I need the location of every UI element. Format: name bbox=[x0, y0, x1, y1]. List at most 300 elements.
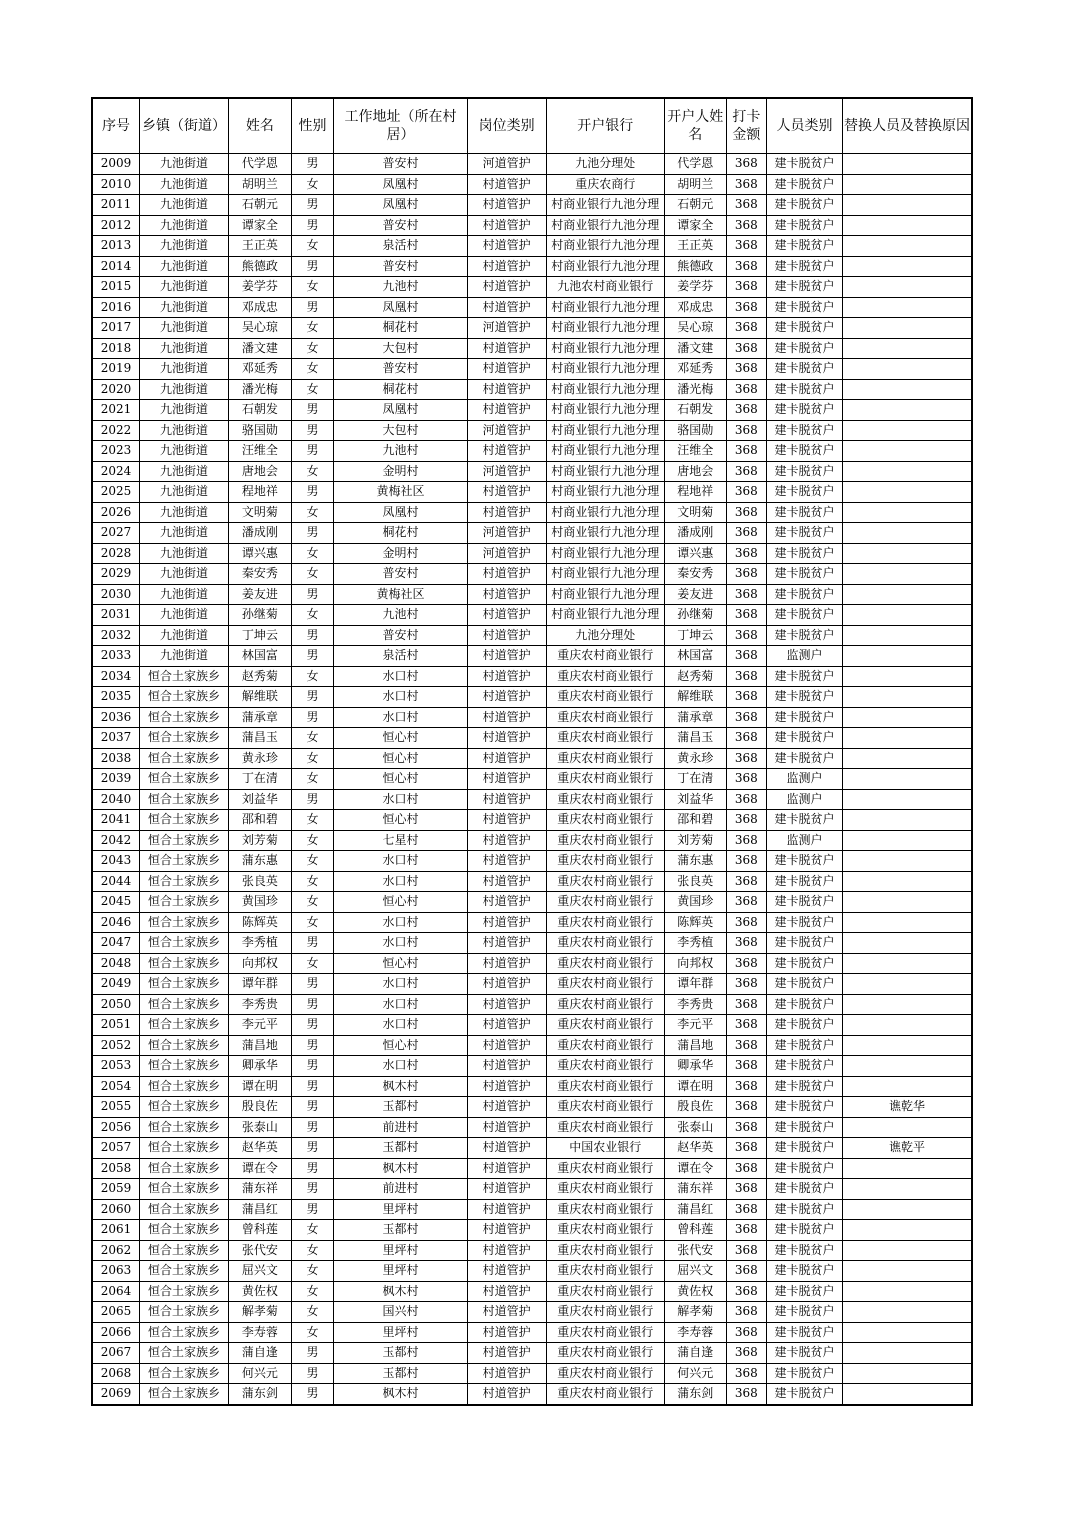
cell-name: 黄佐权 bbox=[229, 1281, 292, 1302]
cell-name: 胡明兰 bbox=[229, 174, 292, 195]
cell-account-holder: 文明菊 bbox=[664, 502, 726, 523]
cell-gender: 女 bbox=[291, 871, 333, 892]
table-row bbox=[92, 892, 972, 913]
cell-amount: 368 bbox=[726, 523, 766, 544]
cell-replacement bbox=[842, 1199, 972, 1220]
cell-bank: 村商业银行九池分理 bbox=[546, 338, 664, 359]
cell-account-holder: 刘益华 bbox=[664, 789, 726, 810]
cell-post-type: 村道管护 bbox=[467, 195, 546, 216]
cell-township: 九池街道 bbox=[140, 400, 229, 421]
cell-name: 谭年群 bbox=[229, 974, 292, 995]
cell-replacement bbox=[842, 1076, 972, 1097]
cell-amount: 368 bbox=[726, 1220, 766, 1241]
cell-post-type: 村道管护 bbox=[467, 605, 546, 626]
cell-bank: 村商业银行九池分理 bbox=[546, 564, 664, 585]
cell-bank: 重庆农村商业银行 bbox=[546, 933, 664, 954]
cell-index: 2066 bbox=[92, 1322, 140, 1343]
cell-index: 2056 bbox=[92, 1117, 140, 1138]
cell-account-holder: 骆国勋 bbox=[664, 420, 726, 441]
cell-gender: 男 bbox=[291, 933, 333, 954]
cell-index: 2045 bbox=[92, 892, 140, 913]
cell-work-address: 普安村 bbox=[334, 564, 468, 585]
cell-replacement bbox=[842, 1015, 972, 1036]
cell-replacement bbox=[842, 297, 972, 318]
cell-index: 2012 bbox=[92, 215, 140, 236]
cell-person-category: 建卡脱贫户 bbox=[767, 1035, 843, 1056]
cell-account-holder: 赵华英 bbox=[664, 1138, 726, 1159]
cell-gender: 男 bbox=[291, 1076, 333, 1097]
cell-index: 2054 bbox=[92, 1076, 140, 1097]
cell-township: 恒合土家族乡 bbox=[140, 830, 229, 851]
cell-work-address: 玉都村 bbox=[334, 1138, 468, 1159]
cell-account-holder: 邓延秀 bbox=[664, 359, 726, 380]
cell-index: 2051 bbox=[92, 1015, 140, 1036]
cell-name: 解维联 bbox=[229, 687, 292, 708]
cell-gender: 男 bbox=[291, 994, 333, 1015]
cell-gender: 女 bbox=[291, 461, 333, 482]
cell-bank: 重庆农村商业银行 bbox=[546, 1322, 664, 1343]
table-row bbox=[92, 1363, 972, 1384]
cell-amount: 368 bbox=[726, 1240, 766, 1261]
cell-work-address: 普安村 bbox=[334, 256, 468, 277]
cell-work-address: 桐花村 bbox=[334, 523, 468, 544]
table-row bbox=[92, 1261, 972, 1282]
cell-replacement bbox=[842, 564, 972, 585]
cell-account-holder: 谭在令 bbox=[664, 1158, 726, 1179]
table-row bbox=[92, 707, 972, 728]
cell-township: 恒合土家族乡 bbox=[140, 810, 229, 831]
cell-index: 2022 bbox=[92, 420, 140, 441]
cell-bank: 村商业银行九池分理 bbox=[546, 256, 664, 277]
cell-person-category: 建卡脱贫户 bbox=[767, 1384, 843, 1405]
cell-work-address: 凤凰村 bbox=[334, 400, 468, 421]
cell-index: 2014 bbox=[92, 256, 140, 277]
cell-bank: 村商业银行九池分理 bbox=[546, 215, 664, 236]
cell-amount: 368 bbox=[726, 461, 766, 482]
cell-post-type: 村道管护 bbox=[467, 1302, 546, 1323]
cell-post-type: 村道管护 bbox=[467, 1322, 546, 1343]
cell-person-category: 建卡脱贫户 bbox=[767, 666, 843, 687]
cell-post-type: 村道管护 bbox=[467, 748, 546, 769]
cell-post-type: 村道管护 bbox=[467, 953, 546, 974]
cell-amount: 368 bbox=[726, 1179, 766, 1200]
table-row bbox=[92, 297, 972, 318]
cell-work-address: 玉都村 bbox=[334, 1097, 468, 1118]
cell-gender: 男 bbox=[291, 707, 333, 728]
cell-name: 秦安秀 bbox=[229, 564, 292, 585]
cell-name: 蒲承章 bbox=[229, 707, 292, 728]
cell-work-address: 普安村 bbox=[334, 359, 468, 380]
cell-amount: 368 bbox=[726, 1056, 766, 1077]
cell-name: 李寿蓉 bbox=[229, 1322, 292, 1343]
cell-township: 九池街道 bbox=[140, 236, 229, 257]
cell-post-type: 村道管护 bbox=[467, 871, 546, 892]
cell-work-address: 水口村 bbox=[334, 933, 468, 954]
cell-account-holder: 丁坤云 bbox=[664, 625, 726, 646]
cell-name: 谭在明 bbox=[229, 1076, 292, 1097]
cell-index: 2035 bbox=[92, 687, 140, 708]
cell-person-category: 建卡脱贫户 bbox=[767, 1240, 843, 1261]
cell-work-address: 金明村 bbox=[334, 543, 468, 564]
cell-gender: 女 bbox=[291, 174, 333, 195]
cell-amount: 368 bbox=[726, 256, 766, 277]
cell-amount: 368 bbox=[726, 1035, 766, 1056]
cell-work-address: 凤凰村 bbox=[334, 297, 468, 318]
cell-person-category: 监测户 bbox=[767, 769, 843, 790]
cell-gender: 女 bbox=[291, 892, 333, 913]
cell-name: 殷良佐 bbox=[229, 1097, 292, 1118]
cell-index: 2067 bbox=[92, 1343, 140, 1364]
cell-account-holder: 曾科莲 bbox=[664, 1220, 726, 1241]
cell-account-holder: 刘芳菊 bbox=[664, 830, 726, 851]
table-row bbox=[92, 933, 972, 954]
cell-gender: 女 bbox=[291, 564, 333, 585]
cell-township: 九池街道 bbox=[140, 256, 229, 277]
table-row bbox=[92, 810, 972, 831]
table-row bbox=[92, 277, 972, 298]
cell-township: 九池街道 bbox=[140, 338, 229, 359]
cell-township: 恒合土家族乡 bbox=[140, 1240, 229, 1261]
cell-replacement bbox=[842, 400, 972, 421]
table-row bbox=[92, 769, 972, 790]
roster-table bbox=[91, 97, 973, 1406]
cell-work-address: 恒心村 bbox=[334, 1035, 468, 1056]
cell-replacement bbox=[842, 174, 972, 195]
cell-bank: 重庆农村商业银行 bbox=[546, 871, 664, 892]
cell-bank: 重庆农村商业银行 bbox=[546, 707, 664, 728]
cell-amount: 368 bbox=[726, 605, 766, 626]
cell-township: 九池街道 bbox=[140, 646, 229, 667]
cell-township: 九池街道 bbox=[140, 605, 229, 626]
cell-post-type: 村道管护 bbox=[467, 851, 546, 872]
cell-work-address: 枫木村 bbox=[334, 1384, 468, 1405]
cell-index: 2041 bbox=[92, 810, 140, 831]
cell-bank: 重庆农村商业银行 bbox=[546, 1220, 664, 1241]
cell-replacement bbox=[842, 502, 972, 523]
cell-post-type: 村道管护 bbox=[467, 1220, 546, 1241]
cell-gender: 男 bbox=[291, 1343, 333, 1364]
cell-township: 九池街道 bbox=[140, 154, 229, 175]
cell-amount: 368 bbox=[726, 1343, 766, 1364]
cell-gender: 女 bbox=[291, 318, 333, 339]
cell-index: 2039 bbox=[92, 769, 140, 790]
cell-replacement bbox=[842, 482, 972, 503]
table-row bbox=[92, 1138, 972, 1159]
table-row bbox=[92, 1343, 972, 1364]
header-index: 序号 bbox=[92, 98, 140, 154]
cell-post-type: 村道管护 bbox=[467, 994, 546, 1015]
table-row bbox=[92, 748, 972, 769]
cell-gender: 男 bbox=[291, 1015, 333, 1036]
cell-gender: 男 bbox=[291, 789, 333, 810]
cell-replacement bbox=[842, 1302, 972, 1323]
cell-name: 姜学芬 bbox=[229, 277, 292, 298]
cell-amount: 368 bbox=[726, 400, 766, 421]
cell-replacement bbox=[842, 769, 972, 790]
cell-person-category: 建卡脱贫户 bbox=[767, 687, 843, 708]
cell-township: 九池街道 bbox=[140, 543, 229, 564]
cell-person-category: 建卡脱贫户 bbox=[767, 441, 843, 462]
cell-gender: 男 bbox=[291, 646, 333, 667]
cell-account-holder: 卿承华 bbox=[664, 1056, 726, 1077]
cell-gender: 男 bbox=[291, 584, 333, 605]
cell-account-holder: 丁在清 bbox=[664, 769, 726, 790]
cell-bank: 重庆农村商业银行 bbox=[546, 974, 664, 995]
cell-amount: 368 bbox=[726, 420, 766, 441]
cell-index: 2024 bbox=[92, 461, 140, 482]
table-row bbox=[92, 461, 972, 482]
cell-account-holder: 屈兴文 bbox=[664, 1261, 726, 1282]
table-row bbox=[92, 400, 972, 421]
cell-account-holder: 石朝元 bbox=[664, 195, 726, 216]
cell-bank: 重庆农村商业银行 bbox=[546, 1363, 664, 1384]
cell-bank: 重庆农村商业银行 bbox=[546, 1076, 664, 1097]
cell-replacement bbox=[842, 1179, 972, 1200]
table-row bbox=[92, 215, 972, 236]
cell-person-category: 建卡脱贫户 bbox=[767, 1343, 843, 1364]
cell-person-category: 建卡脱贫户 bbox=[767, 277, 843, 298]
cell-person-category: 建卡脱贫户 bbox=[767, 461, 843, 482]
cell-name: 谭家全 bbox=[229, 215, 292, 236]
table-row bbox=[92, 1302, 972, 1323]
cell-work-address: 水口村 bbox=[334, 707, 468, 728]
cell-work-address: 大包村 bbox=[334, 420, 468, 441]
cell-bank: 村商业银行九池分理 bbox=[546, 523, 664, 544]
cell-work-address: 凤凰村 bbox=[334, 195, 468, 216]
cell-index: 2059 bbox=[92, 1179, 140, 1200]
cell-post-type: 村道管护 bbox=[467, 687, 546, 708]
cell-bank: 村商业银行九池分理 bbox=[546, 543, 664, 564]
cell-township: 恒合土家族乡 bbox=[140, 769, 229, 790]
cell-index: 2026 bbox=[92, 502, 140, 523]
cell-post-type: 村道管护 bbox=[467, 646, 546, 667]
table-row bbox=[92, 502, 972, 523]
cell-name: 林国富 bbox=[229, 646, 292, 667]
cell-account-holder: 赵秀菊 bbox=[664, 666, 726, 687]
cell-person-category: 建卡脱贫户 bbox=[767, 1363, 843, 1384]
cell-index: 2021 bbox=[92, 400, 140, 421]
cell-index: 2038 bbox=[92, 748, 140, 769]
cell-account-holder: 向邦权 bbox=[664, 953, 726, 974]
cell-index: 2053 bbox=[92, 1056, 140, 1077]
cell-replacement bbox=[842, 379, 972, 400]
cell-post-type: 河道管护 bbox=[467, 154, 546, 175]
cell-post-type: 河道管护 bbox=[467, 318, 546, 339]
cell-index: 2017 bbox=[92, 318, 140, 339]
cell-post-type: 村道管护 bbox=[467, 769, 546, 790]
cell-name: 吴心琼 bbox=[229, 318, 292, 339]
cell-post-type: 村道管护 bbox=[467, 1117, 546, 1138]
cell-gender: 男 bbox=[291, 687, 333, 708]
cell-work-address: 水口村 bbox=[334, 871, 468, 892]
cell-gender: 女 bbox=[291, 830, 333, 851]
cell-township: 恒合土家族乡 bbox=[140, 666, 229, 687]
cell-post-type: 村道管护 bbox=[467, 1158, 546, 1179]
cell-bank: 重庆农村商业银行 bbox=[546, 994, 664, 1015]
cell-account-holder: 蒲东剑 bbox=[664, 1384, 726, 1405]
cell-post-type: 村道管护 bbox=[467, 1343, 546, 1364]
cell-gender: 女 bbox=[291, 236, 333, 257]
cell-work-address: 水口村 bbox=[334, 1015, 468, 1036]
cell-replacement bbox=[842, 523, 972, 544]
cell-township: 恒合土家族乡 bbox=[140, 1261, 229, 1282]
cell-name: 张泰山 bbox=[229, 1117, 292, 1138]
cell-account-holder: 潘文建 bbox=[664, 338, 726, 359]
cell-township: 九池街道 bbox=[140, 625, 229, 646]
cell-name: 潘文建 bbox=[229, 338, 292, 359]
cell-name: 屈兴文 bbox=[229, 1261, 292, 1282]
cell-work-address: 水口村 bbox=[334, 851, 468, 872]
cell-name: 何兴元 bbox=[229, 1363, 292, 1384]
header-replacement: 替换人员及替换原因 bbox=[842, 98, 972, 154]
cell-township: 恒合土家族乡 bbox=[140, 1343, 229, 1364]
cell-index: 2032 bbox=[92, 625, 140, 646]
cell-index: 2049 bbox=[92, 974, 140, 995]
cell-replacement: 谯乾平 bbox=[842, 1138, 972, 1159]
cell-name: 蒲昌红 bbox=[229, 1199, 292, 1220]
cell-township: 九池街道 bbox=[140, 441, 229, 462]
cell-amount: 368 bbox=[726, 338, 766, 359]
cell-post-type: 村道管护 bbox=[467, 441, 546, 462]
cell-account-holder: 吴心琼 bbox=[664, 318, 726, 339]
cell-index: 2065 bbox=[92, 1302, 140, 1323]
cell-gender: 男 bbox=[291, 297, 333, 318]
cell-person-category: 建卡脱贫户 bbox=[767, 1158, 843, 1179]
header-township: 乡镇（街道） bbox=[140, 98, 229, 154]
cell-township: 恒合土家族乡 bbox=[140, 1179, 229, 1200]
cell-person-category: 建卡脱贫户 bbox=[767, 482, 843, 503]
cell-amount: 368 bbox=[726, 543, 766, 564]
cell-replacement bbox=[842, 195, 972, 216]
cell-gender: 女 bbox=[291, 1261, 333, 1282]
cell-replacement bbox=[842, 728, 972, 749]
cell-replacement bbox=[842, 830, 972, 851]
cell-name: 陈辉英 bbox=[229, 912, 292, 933]
cell-bank: 村商业银行九池分理 bbox=[546, 359, 664, 380]
cell-post-type: 村道管护 bbox=[467, 1015, 546, 1036]
cell-replacement bbox=[842, 584, 972, 605]
cell-township: 九池街道 bbox=[140, 523, 229, 544]
cell-account-holder: 蒲东祥 bbox=[664, 1179, 726, 1200]
cell-amount: 368 bbox=[726, 1384, 766, 1405]
cell-account-holder: 蒲承章 bbox=[664, 707, 726, 728]
cell-post-type: 村道管护 bbox=[467, 359, 546, 380]
cell-work-address: 大包村 bbox=[334, 338, 468, 359]
cell-account-holder: 张良英 bbox=[664, 871, 726, 892]
cell-replacement bbox=[842, 1158, 972, 1179]
cell-bank: 村商业银行九池分理 bbox=[546, 441, 664, 462]
cell-amount: 368 bbox=[726, 871, 766, 892]
cell-post-type: 村道管护 bbox=[467, 830, 546, 851]
cell-index: 2068 bbox=[92, 1363, 140, 1384]
cell-name: 黄国珍 bbox=[229, 892, 292, 913]
cell-township: 九池街道 bbox=[140, 318, 229, 339]
cell-bank: 九池分理处 bbox=[546, 625, 664, 646]
cell-township: 恒合土家族乡 bbox=[140, 912, 229, 933]
cell-amount: 368 bbox=[726, 789, 766, 810]
cell-replacement bbox=[842, 1363, 972, 1384]
cell-gender: 男 bbox=[291, 1363, 333, 1384]
cell-replacement bbox=[842, 851, 972, 872]
cell-replacement bbox=[842, 1220, 972, 1241]
cell-bank: 重庆农村商业银行 bbox=[546, 789, 664, 810]
cell-person-category: 建卡脱贫户 bbox=[767, 1199, 843, 1220]
cell-replacement bbox=[842, 1035, 972, 1056]
cell-replacement bbox=[842, 994, 972, 1015]
cell-work-address: 里坪村 bbox=[334, 1261, 468, 1282]
cell-name: 丁在清 bbox=[229, 769, 292, 790]
cell-amount: 368 bbox=[726, 707, 766, 728]
cell-gender: 女 bbox=[291, 1302, 333, 1323]
cell-person-category: 建卡脱贫户 bbox=[767, 707, 843, 728]
table-row bbox=[92, 687, 972, 708]
cell-township: 九池街道 bbox=[140, 461, 229, 482]
cell-work-address: 泉活村 bbox=[334, 236, 468, 257]
cell-person-category: 建卡脱贫户 bbox=[767, 1138, 843, 1159]
table-row bbox=[92, 338, 972, 359]
cell-township: 恒合土家族乡 bbox=[140, 1363, 229, 1384]
cell-name: 程地祥 bbox=[229, 482, 292, 503]
cell-gender: 女 bbox=[291, 277, 333, 298]
table-row bbox=[92, 1384, 972, 1405]
cell-township: 九池街道 bbox=[140, 174, 229, 195]
cell-township: 九池街道 bbox=[140, 195, 229, 216]
cell-person-category: 建卡脱贫户 bbox=[767, 605, 843, 626]
cell-gender: 男 bbox=[291, 1097, 333, 1118]
cell-post-type: 村道管护 bbox=[467, 1199, 546, 1220]
cell-amount: 368 bbox=[726, 1076, 766, 1097]
cell-amount: 368 bbox=[726, 584, 766, 605]
cell-post-type: 村道管护 bbox=[467, 1076, 546, 1097]
table-row bbox=[92, 871, 972, 892]
cell-gender: 男 bbox=[291, 523, 333, 544]
cell-index: 2047 bbox=[92, 933, 140, 954]
cell-amount: 368 bbox=[726, 810, 766, 831]
cell-account-holder: 王正英 bbox=[664, 236, 726, 257]
cell-township: 九池街道 bbox=[140, 482, 229, 503]
cell-replacement bbox=[842, 420, 972, 441]
cell-replacement bbox=[842, 215, 972, 236]
cell-account-holder: 蒲自逢 bbox=[664, 1343, 726, 1364]
cell-replacement bbox=[842, 236, 972, 257]
cell-index: 2055 bbox=[92, 1097, 140, 1118]
cell-work-address: 玉都村 bbox=[334, 1363, 468, 1384]
cell-person-category: 建卡脱贫户 bbox=[767, 748, 843, 769]
cell-replacement bbox=[842, 687, 972, 708]
table-row bbox=[92, 195, 972, 216]
cell-amount: 368 bbox=[726, 830, 766, 851]
cell-account-holder: 黄国珍 bbox=[664, 892, 726, 913]
cell-person-category: 建卡脱贫户 bbox=[767, 728, 843, 749]
cell-replacement bbox=[842, 543, 972, 564]
cell-post-type: 村道管护 bbox=[467, 912, 546, 933]
table-row bbox=[92, 830, 972, 851]
cell-person-category: 建卡脱贫户 bbox=[767, 912, 843, 933]
table-row bbox=[92, 994, 972, 1015]
cell-township: 恒合土家族乡 bbox=[140, 1220, 229, 1241]
cell-account-holder: 陈辉英 bbox=[664, 912, 726, 933]
cell-account-holder: 胡明兰 bbox=[664, 174, 726, 195]
cell-name: 解孝菊 bbox=[229, 1302, 292, 1323]
cell-post-type: 村道管护 bbox=[467, 236, 546, 257]
cell-township: 九池街道 bbox=[140, 584, 229, 605]
cell-account-holder: 汪维全 bbox=[664, 441, 726, 462]
cell-account-holder: 石朝发 bbox=[664, 400, 726, 421]
cell-bank: 重庆农村商业银行 bbox=[546, 769, 664, 790]
cell-name: 蒲昌地 bbox=[229, 1035, 292, 1056]
cell-work-address: 凤凰村 bbox=[334, 174, 468, 195]
cell-gender: 男 bbox=[291, 256, 333, 277]
